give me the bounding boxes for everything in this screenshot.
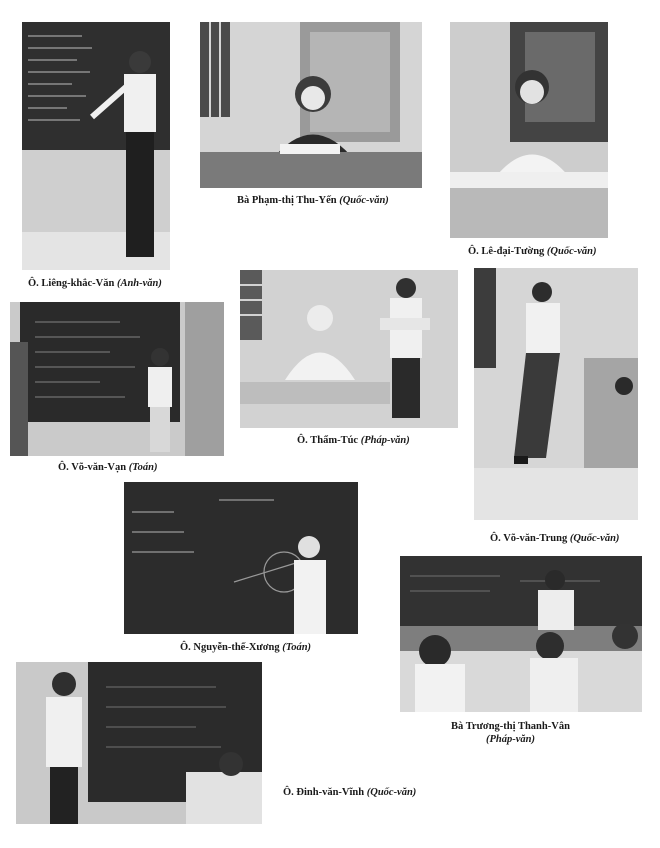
photo-teacher-dinh-van-vinh	[16, 662, 262, 824]
caption-subject: (Anh-văn)	[116, 278, 162, 289]
caption-subject: (Toán)	[128, 462, 158, 473]
caption-subject: (Quốc-văn)	[546, 246, 597, 257]
caption-name: Ô. Lê-đại-Tường	[468, 246, 545, 257]
photo-teacher-vo-van-trung	[474, 268, 638, 520]
caption-name: Ô. Liêng-khắc-Văn	[28, 278, 115, 289]
caption-name: Ô. Nguyễn-thế-Xương	[180, 642, 280, 653]
caption-name: Ô. Thẩm-Túc	[297, 435, 359, 446]
caption-subject: (Pháp-văn)	[360, 435, 410, 446]
caption-name: Ô. Đinh-văn-Vĩnh	[283, 787, 365, 798]
caption-vo-van-trung	[490, 533, 619, 544]
photo-teacher-vo-van-van	[10, 302, 224, 456]
caption-pham-thi-thu-yen	[237, 195, 389, 206]
caption-lieng-khac-van	[28, 278, 162, 289]
caption-subject: (Quốc-văn)	[569, 533, 620, 544]
photo-teacher-lieng-khac-van	[22, 22, 170, 270]
photo-teacher-nguyen-the-xuong	[124, 482, 358, 634]
photo-teacher-truong-thi-thanh-van	[400, 556, 642, 712]
caption-subject: (Quốc-văn)	[339, 195, 389, 206]
caption-subject: (Pháp-văn)	[485, 734, 535, 745]
caption-subject: (Toán)	[282, 642, 312, 653]
photo-teacher-tham-tuc	[240, 270, 458, 428]
caption-dinh-van-vinh	[283, 787, 416, 798]
caption-subject: (Quốc-văn)	[366, 787, 417, 798]
caption-tham-tuc	[297, 435, 410, 446]
caption-le-dai-tuong	[468, 246, 597, 257]
caption-nguyen-the-xuong	[180, 642, 311, 653]
photo-teacher-le-dai-tuong	[450, 22, 608, 238]
caption-truong-thi-thanh-van	[451, 721, 570, 745]
caption-name: Bà Phạm-thị Thu-Yến	[237, 195, 337, 206]
caption-name: Ô. Võ-văn-Trung	[490, 533, 568, 544]
photo-teacher-pham-thi-thu-yen	[200, 22, 422, 188]
caption-name: Ô. Võ-văn-Vạn	[58, 462, 127, 473]
caption-name: Bà Trương-thị Thanh-Vân	[451, 721, 570, 732]
caption-vo-van-van	[58, 462, 158, 473]
